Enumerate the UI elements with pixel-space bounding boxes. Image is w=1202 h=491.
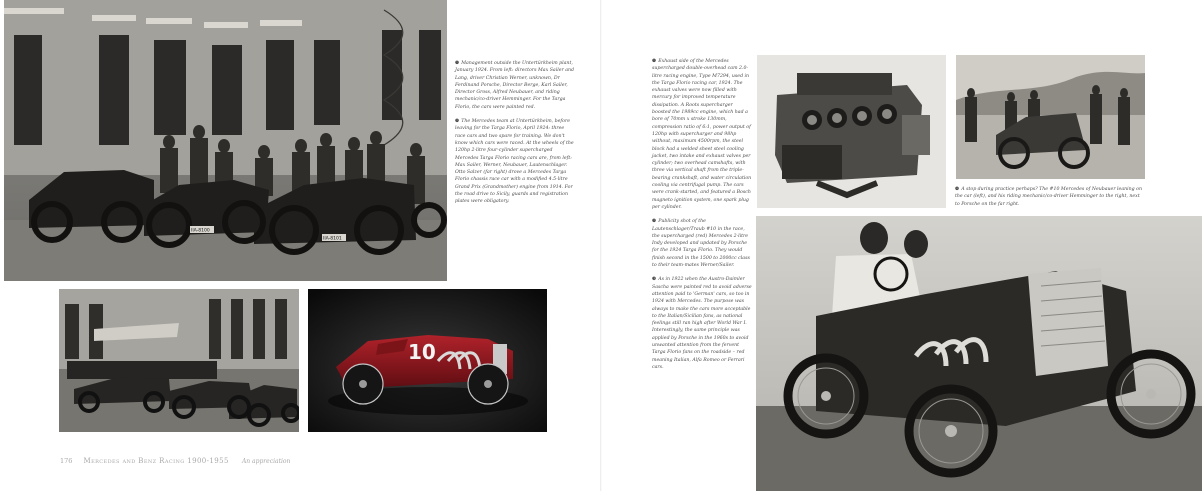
caption-text: Exhaust side of the Mercedes supercharged double-overhead cam 2.0-litre racing engine, Type M7294, used in the Targa Florio racing car, 1924. The exhaust valves were now filled with mercury for improved temperature dissipation. A Roots supercharger boosted the 1989cc engine, which had a bore of 70mm x stroke 130mm, compression ratio of 6:1, power output of 120hp with supercharger and 98hp without, maximum 4500rpm, the steel block had a welded sheet steel cooling jacket, two intake and exhaust valves per cylinder; two overhead camshafts, with three via vertical shaft from the triple-bearing crankshaft, and water circulation cooling via centrifugal pump. The cars were crank-started, and featured a Bosch magneto ignition system, one spark plug per cylinder. [652,59,752,210]
page-footer [60,448,290,467]
caption-text: As in 1922 when the Austro-Daimler Sascha were painted red to avoid adverse attention paid to 'German' cars, so too in 1924 with Mercedes. The purpose was always to make the cars more acceptable to the Italian/Sicilian fans, as national feelings still ran high after World War I. Interestingly, the same principle was applied by Porsche in the 1960s to avoid unwanted attention from the fervent Targa Florio fans on the roadside – red meaning Italian, Alfa Romeo or Ferrari cars. [652,277,752,370]
caption-right-3 [652,276,752,371]
caption-text: A stop during practice perhaps? The #10 Mercedes of Neubauer leaning on the car (left), and his riding mechanic/co-driver Hemminger to the right, next to Porsche on the far right. [955,187,1142,207]
caption-right-1 [652,58,752,211]
plate-left: IIA-8100 [191,228,210,234]
caption-right-2 [652,218,752,269]
book-title: Mercedes and Benz Racing 1900-1955 [83,457,229,465]
photo-team-factory [4,0,447,281]
caption-marker: ❶ [455,61,460,66]
caption-marker: ❸ [652,277,657,283]
photo-practice-stop [956,55,1145,179]
photo-red-race-car [308,289,547,432]
photo-engine [757,55,946,208]
captions-left-column [455,60,575,213]
page-number: 176 [60,457,73,465]
caption-marker: ❷ [455,119,460,125]
caption-text: Management outside the Untertürkheim plant, January 1924. From left: directors Max Sailer and Lang, driver Christian Werner, unknown, Dr Ferdinand Porsche, Director Berge, Karl Sailer, Director Gross, Alfred Neubauer, and riding mechanic/co-driver Hemminger. For the Targa Florio, the cars were painted red. [455,61,575,110]
plate-right: IIA-8101 [323,236,342,242]
race-number: 10 [408,340,436,364]
caption-marker: ❹ [955,187,960,192]
caption-left-1 [455,60,575,111]
caption-left-2 [455,118,575,206]
photo-driver-mechanic [756,216,1202,491]
caption-text: Publicity shot of the Lautenschlager/Traub #10 in the race, the supercharged (red) Mercedes 2-litre Indy developed and updated by Porsche for the 1924 Targa Florio. They would finish second in the 1500 to 2000cc class to their team-mates Werner/Sailer. [652,219,750,269]
caption-marker: ❷ [652,219,657,225]
page-spine [600,0,602,491]
caption-text: The Mercedes team at Untertürkheim, before leaving for the Targa Florio, April 1924: three race cars and two spare for training. We don't know which cars were raced. At the wheels of the 120hp 2-litre four-cylinder supercharged Mercedes Targa Florio racing cars are, from left: Max Sailer, Werner, Neubauer, Lautenschlager. Otto Salzer (far right) drove a Mercedes Targa Florio chassis race car with a modified 4.5-litre Grand Prix (Grandmother) engine from 1914. For the road drive to Sicily, guards and registration plates were obligatory. [455,119,574,205]
photo-cars-lineup [59,289,299,432]
captions-right-column [652,58,752,378]
caption-marker: ❶ [652,59,657,64]
caption-right-4 [955,186,1145,208]
caption-practice-stop [955,186,1145,215]
book-subtitle: An appreciation [241,458,291,465]
